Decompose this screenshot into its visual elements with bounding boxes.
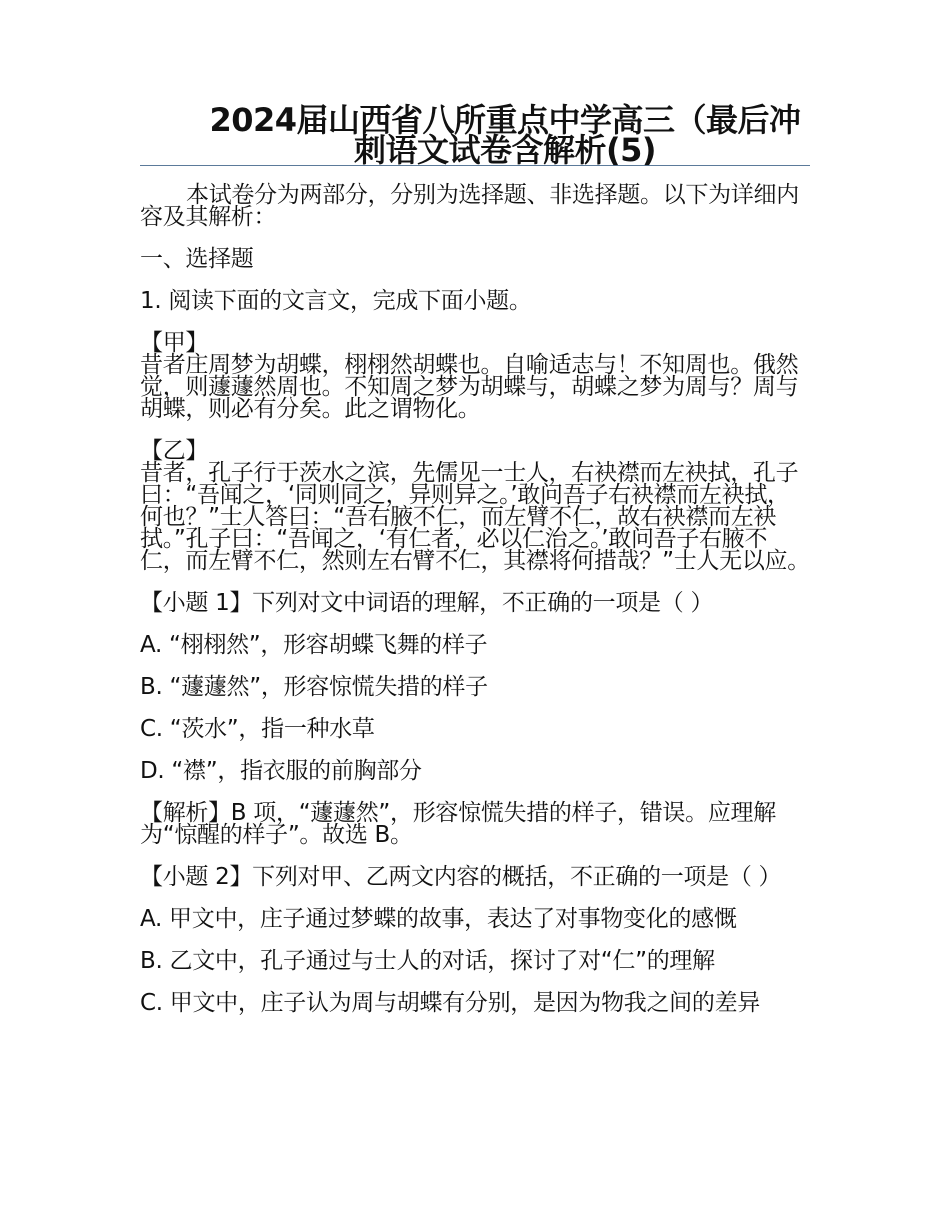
- sub-question-1-option-d: D. “襟”，指衣服的前胸部分: [140, 758, 422, 784]
- sub-question-1-option-c: C. “茨水”，指一种水草: [140, 716, 375, 742]
- sub-question-2-option-a: A. 甲文中，庄子通过梦蝶的故事，表达了对事物变化的感慨: [140, 906, 737, 932]
- sub-question-2-stem: 【小题 2】下列对甲、乙两文内容的概括，不正确的一项是（ ）: [140, 864, 782, 890]
- section-heading: 一、选择题: [140, 246, 254, 272]
- question-1-prompt: 1. 阅读下面的文言文，完成下面小题。: [140, 288, 532, 314]
- passage-b-text: 昔者，孔子行于茨水之滨，先儒见一士人，右袂襟而左袂拭，孔子曰：“吾闻之，‘同则同之，异则异之。’敢问吾子右袂襟而左袂拭，何也？”士人答曰：“吾右腋不仁，而左臂不仁，故右袂襟而左袂拭。”孔子曰：“吾闻之，‘有仁者，必以仁治之。’敢问吾子右腋不仁，而左臂不仁，然则左右臂不仁，其襟将何措哉？”士人无以应。: [140, 460, 810, 574]
- intro-paragraph: 本试卷分为两部分，分别为选择题、非选择题。以下为详细内容及其解析：: [140, 182, 799, 230]
- passage-a-text: 昔者庄周梦为胡蝶，栩栩然胡蝶也。自喻适志与！不知周也。俄然觉，则蘧蘧然周也。不知周之梦为胡蝶与，胡蝶之梦为周与？周与胡蝶，则必有分矣。此之谓物化。: [140, 352, 799, 422]
- passage-a-mark: 【甲】: [140, 330, 209, 356]
- sub-question-2-option-c: C. 甲文中，庄子认为周与胡蝶有分别，是因为物我之间的差异: [140, 990, 760, 1016]
- sub-question-2-option-b: B. 乙文中，孔子通过与士人的对话，探讨了对“仁”的理解: [140, 948, 715, 974]
- sub-question-1-option-a: A. “栩栩然”，形容胡蝶飞舞的样子: [140, 632, 488, 658]
- sub-question-1-stem: 【小题 1】下列对文中词语的理解，不正确的一项是（ ）: [140, 590, 714, 616]
- sub-question-1-option-b: B. “蘧蘧然”，形容惊慌失措的样子: [140, 674, 488, 700]
- passage-b-mark: 【乙】: [140, 438, 209, 464]
- document-page: [140, 101, 810, 1034]
- sub-question-1-analysis: 【解析】B 项，“蘧蘧然”，形容惊慌失措的样子，错误。应理解为“惊醒的样子”。故选 B。: [140, 800, 776, 848]
- document-title: 2024届山西省八所重点中学高三（最后冲刺语文试卷含解析(5): [209, 101, 801, 169]
